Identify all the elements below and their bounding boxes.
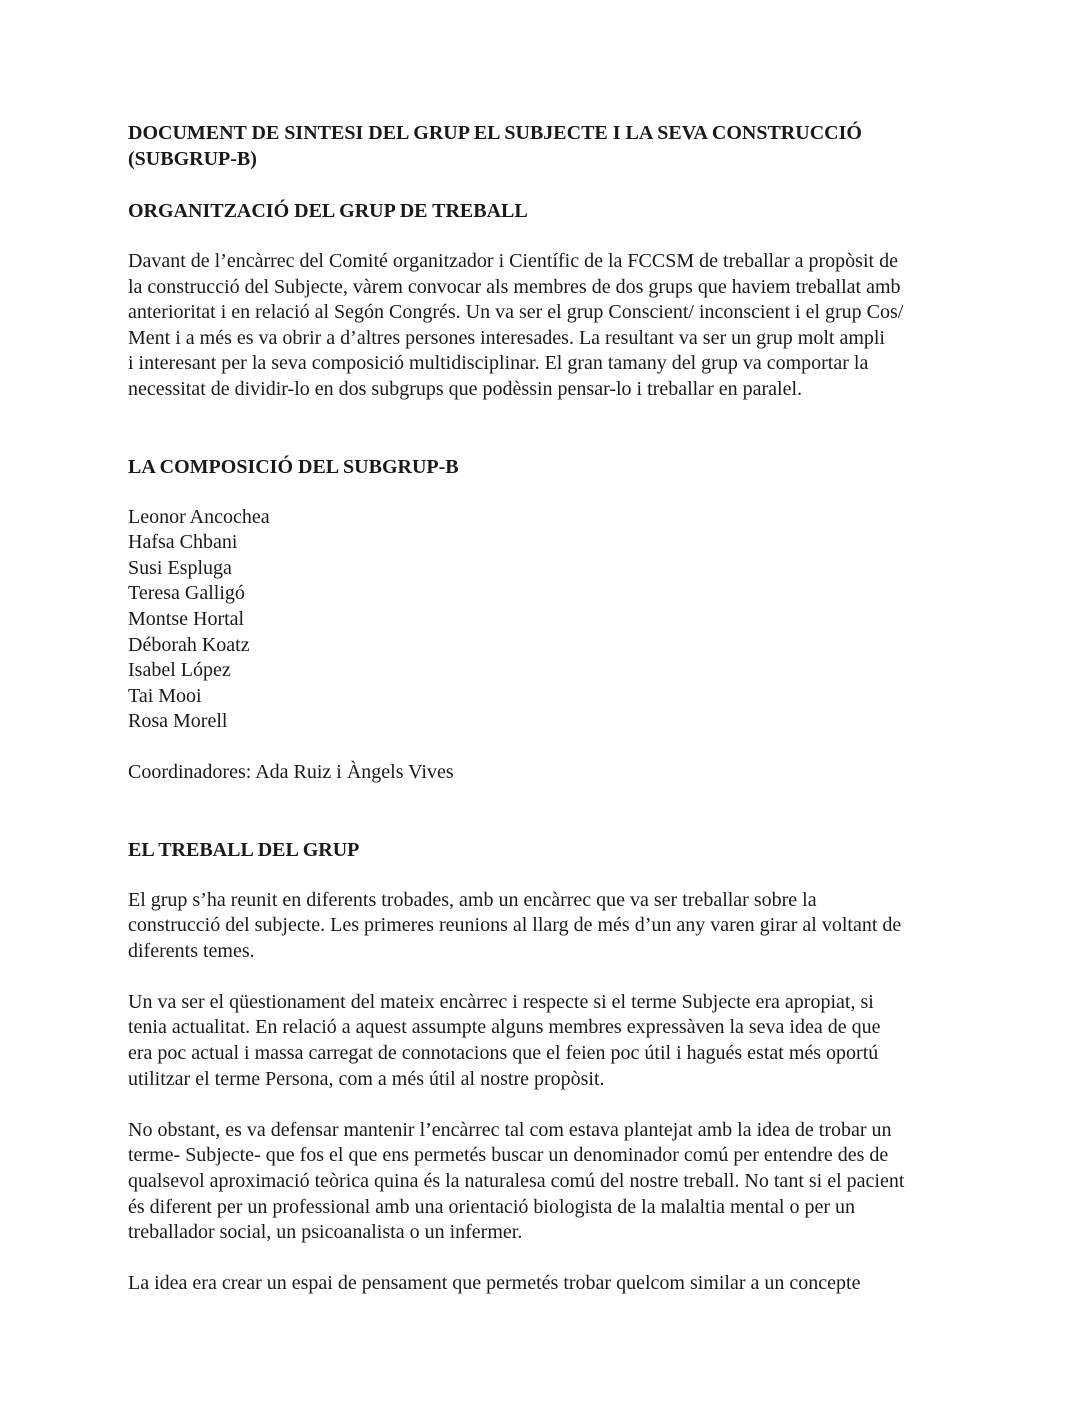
paragraph-line: diferents temes. [128,939,255,962]
paragraph-line: necessitat de dividir-lo en dos subgrups que podèssin pensar-lo i treballar en paralel. [128,377,803,400]
member-name: Leonor Ancochea [128,505,270,528]
paragraph-line: tenia actualitat. En relació a aquest assumpte alguns membres expressàven la seva idea de que [128,1016,881,1039]
member-name: Isabel López [128,659,231,682]
member-name: Déborah Koatz [128,633,250,656]
document-page [128,120,963,1297]
paragraph-line: Davant de l’encàrrec del Comité organitzador i Científic de la FCCSM de treballar a propòsit de [128,250,898,272]
member-name: Teresa Galligó [128,582,245,605]
section-heading-composicio: LA COMPOSICIÓ DEL SUBGRUP-B [128,455,459,478]
section-heading-treball: EL TREBALL DEL GRUP [128,838,360,861]
member-name: Susi Espluga [128,556,232,579]
paragraph-line: era poc actual i massa carregat de connotacions que el feien poc útil i hagués estat més oportú [128,1042,879,1065]
document-title [128,120,963,172]
treball-paragraph [128,888,963,965]
treball-paragraph [128,1271,963,1297]
title-line: (SUBGRUP-B) [128,148,257,170]
paragraph-line: i interesant per la seva composició multidisciplinar. El gran tamany del grup va comportar la [128,352,869,375]
section-heading-organitzacio: ORGANITZACIÓ DEL GRUP DE TREBALL [128,200,528,222]
paragraph-line: la construcció del Subjecte, vàrem convocar als membres de dos grups que haviem treballat amb [128,275,901,298]
paragraph-line: construcció del subjecte. Les primeres reunions al llarg de més d’un any varen girar al voltant de [128,914,902,937]
title-line: DOCUMENT DE SINTESI DEL GRUP EL SUBJECTE I LA SEVA CONSTRUCCIÓ [128,122,862,144]
member-name: Montse Hortal [128,607,245,630]
treball-paragraph [128,990,963,1092]
coordinators-line: Coordinadores: Ada Ruiz i Àngels Vives [128,760,454,783]
paragraph-line: No obstant, es va defensar mantenir l’encàrrec tal com estava plantejat amb la idea de trobar un [128,1118,892,1141]
member-list [128,505,963,735]
member-name: Hafsa Chbani [128,531,238,554]
member-name: Tai Mooi [128,684,202,707]
paragraph-line: terme- Subjecte- que fos el que ens permetés buscar un denominador comú per entendre des de [128,1144,889,1167]
treball-paragraph [128,1118,963,1246]
paragraph-line: treballador social, un psicoanalista o un infermer. [128,1221,523,1244]
paragraph-line: La idea era crear un espai de pensament que permetés trobar quelcom similar a un concepte [128,1272,861,1295]
organitzacio-paragraph [128,249,963,403]
paragraph-line: és diferent per un professional amb una orientació biologista de la malaltia mental o per un [128,1195,855,1218]
paragraph-line: Ment i a més es va obrir a d’altres persones interesades. La resultant va ser un grup molt ampli [128,326,885,349]
paragraph-line: Un va ser el qüestionament del mateix encàrrec i respecte si el terme Subjecte era apropiat, si [128,990,874,1013]
paragraph-line: anterioritat i en relació al Segón Congrés. Un va ser el grup Conscient/ inconscient i el grup Cos/ [128,301,904,324]
paragraph-line: utilitzar el terme Persona, com a més útil al nostre propòsit. [128,1067,605,1090]
paragraph-line: El grup s’ha reunit en diferents trobades, amb un encàrrec que va ser treballar sobre la [128,888,817,911]
member-name: Rosa Morell [128,710,228,733]
paragraph-line: qualsevol aproximació teòrica quina és la naturalesa comú del nostre treball. No tant si el pacient [128,1170,905,1193]
